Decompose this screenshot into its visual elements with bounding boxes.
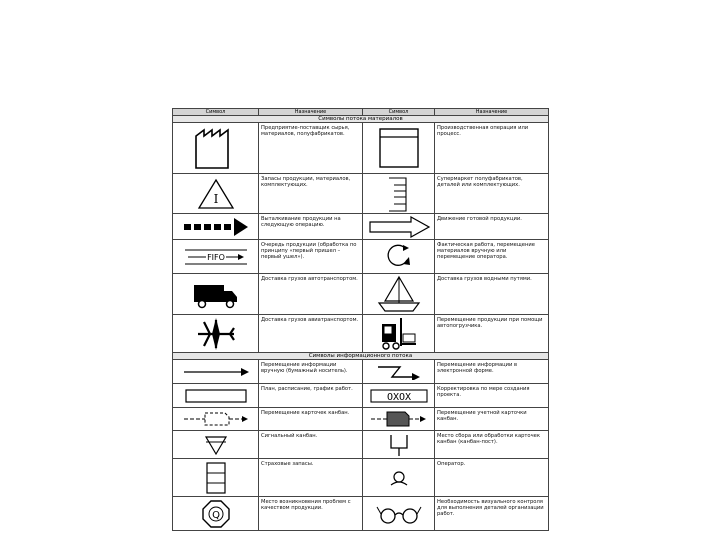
table-row	[173, 315, 549, 353]
load-leveling-icon	[363, 384, 435, 408]
table-row	[173, 431, 549, 459]
quality-problem-icon	[173, 497, 259, 531]
row-purpose-right: Супермаркет полуфабрикатов, деталей или комплектующих.	[435, 174, 549, 214]
row-purpose-right: Производственная операция или процесс.	[435, 123, 549, 174]
truck-icon	[173, 274, 259, 315]
row-purpose-left: План, расписание, график работ.	[259, 384, 363, 408]
kanban-card-icon	[173, 408, 259, 431]
fifo-label: FIFO	[206, 252, 225, 262]
table-row	[173, 214, 549, 240]
symbol-table-document	[172, 108, 548, 521]
row-purpose-left: Сигнальный канбан.	[259, 431, 363, 459]
row-purpose-left: Выталкивание продукции на следующую операцию.	[259, 214, 363, 240]
electronic-info-icon	[363, 360, 435, 384]
row-purpose-left: Предприятие-поставщик сырья, материалов, полуфабрикатов.	[259, 123, 363, 174]
header-purpose-1: Назначение	[259, 109, 363, 116]
manual-move-icon	[363, 240, 435, 274]
airplane-icon	[173, 315, 259, 353]
process-box-icon	[363, 123, 435, 174]
inventory-triangle-icon	[173, 174, 259, 214]
section-title-material: Символы потока материалов	[173, 116, 549, 123]
ship-icon	[363, 274, 435, 315]
row-purpose-left: Доставка грузов авиатранспортом.	[259, 315, 363, 353]
row-purpose-right: Фактическая работа, перемещение материалов вручную или перемещение оператора.	[435, 240, 549, 274]
section-row-info	[173, 353, 549, 360]
row-purpose-right: Оператор.	[435, 459, 549, 497]
table-row	[173, 497, 549, 531]
row-purpose-left: Место возникновения проблем с качеством продукции.	[259, 497, 363, 531]
signal-kanban-icon	[173, 431, 259, 459]
header-symbol-1: Символ	[173, 109, 259, 116]
table-header-row	[173, 109, 549, 116]
section-row-material	[173, 116, 549, 123]
schedule-box-icon	[173, 384, 259, 408]
manual-info-arrow-icon	[173, 360, 259, 384]
push-arrow-icon	[173, 214, 259, 240]
table-row	[173, 274, 549, 315]
withdrawal-kanban-icon	[363, 408, 435, 431]
section-title-info: Символы информационного потока	[173, 353, 549, 360]
row-purpose-right: Перемещение информации в электронной форме.	[435, 360, 549, 384]
header-purpose-2: Назначение	[435, 109, 549, 116]
quality-mark: Q	[211, 509, 220, 521]
factory-icon	[173, 123, 259, 174]
row-purpose-right: Перемещение продукции при помощи автопогрузчика.	[435, 315, 549, 353]
table-row	[173, 174, 549, 214]
row-purpose-left: Перемещение карточек канбан.	[259, 408, 363, 431]
row-purpose-left: Доставка грузов автотранспортом.	[259, 274, 363, 315]
table-row	[173, 360, 549, 384]
row-purpose-right: Необходимость визуального контроля для выполнения деталей организации работ.	[435, 497, 549, 531]
row-purpose-left: Перемещение информации вручную (бумажный носитель).	[259, 360, 363, 384]
supermarket-icon	[363, 174, 435, 214]
svg-text:OXOX: OXOX	[386, 391, 411, 403]
shipment-arrow-icon	[363, 214, 435, 240]
safety-stock-icon	[173, 459, 259, 497]
row-purpose-right: Движение готовой продукции.	[435, 214, 549, 240]
operator-icon	[363, 459, 435, 497]
row-purpose-right: Место сбора или обработки карточек канбан (канбан-пост).	[435, 431, 549, 459]
forklift-icon	[363, 315, 435, 353]
table-row	[173, 240, 549, 274]
header-symbol-2: Символ	[363, 109, 435, 116]
fifo-lane-icon	[173, 240, 259, 274]
table-row	[173, 459, 549, 497]
kanban-post-icon	[363, 431, 435, 459]
table-row	[173, 408, 549, 431]
row-purpose-right: Перемещение учетной карточки канбан.	[435, 408, 549, 431]
row-purpose-right: Корректировка по мере создания проекта.	[435, 384, 549, 408]
table-row	[173, 384, 549, 408]
row-purpose-right: Доставка грузов водными путями.	[435, 274, 549, 315]
inventory-mark: I	[213, 191, 218, 206]
glasses-icon	[363, 497, 435, 531]
row-purpose-left: Страховые запасы.	[259, 459, 363, 497]
row-purpose-left: Запасы продукции, материалов, комплектующих.	[259, 174, 363, 214]
row-purpose-left: Очередь продукции (обработка по принципу «первый пришел – первый ушел»).	[259, 240, 363, 274]
symbol-table	[172, 108, 549, 531]
table-row	[173, 123, 549, 174]
